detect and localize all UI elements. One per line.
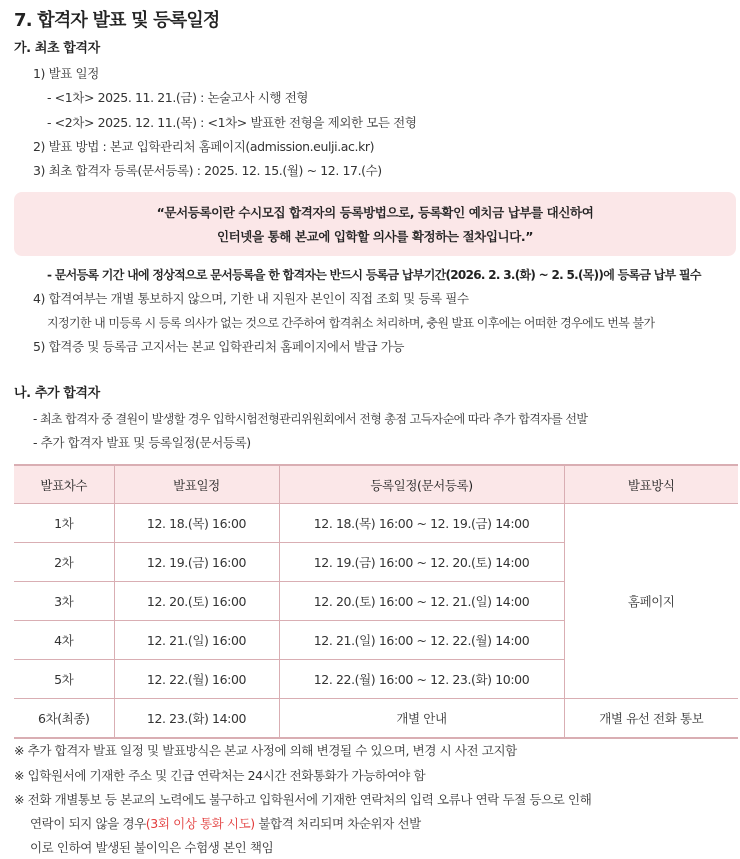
additional-admission-schedule-table: [14, 464, 738, 739]
method-cell-phone: 개별 유선 전화 통보: [564, 699, 738, 739]
round-cell: 2차: [14, 543, 114, 582]
header-announce-method: 발표방식: [564, 465, 738, 504]
section-a-item1-sub2: - <2차> 2025. 12. 11.(목) : <1차> 발표한 전형을 제외한 모든 전형: [47, 115, 417, 130]
round-cell: 1차: [14, 504, 114, 543]
announce-cell: 12. 23.(화) 14:00: [114, 699, 279, 739]
quote-line-2: 인터넷을 통해 본교에 입학할 의사를 확정하는 절차입니다.”: [216, 229, 534, 244]
section-b-line1: - 최초 합격자 중 결원이 발생할 경우 입학시험전형관리위원회에서 전형 총점 고득자순에 따라 추가 합격자를 선발: [33, 412, 588, 426]
section-a-item5: 5) 합격증 및 등록금 고지서는 본교 입학관리처 홈페이지에서 발급 가능: [33, 339, 405, 354]
section-a-item4-line2: 지정기한 내 미등록 시 등록 의사가 없는 것으로 간주하여 합격취소 처리하며, 충원 발표 이후에는 어떠한 경우에도 번복 불가: [47, 316, 655, 330]
announce-cell: 12. 19.(금) 16:00: [114, 543, 279, 582]
section-b-line2: - 추가 합격자 발표 및 등록일정(문서등록): [33, 435, 251, 450]
announce-cell: 12. 18.(목) 16:00: [114, 504, 279, 543]
header-announce-date: 발표일정: [114, 465, 279, 504]
round-cell: 5차: [14, 660, 114, 699]
announce-cell: 12. 20.(토) 16:00: [114, 582, 279, 621]
footnote-3-line2: [30, 815, 421, 833]
section-a-item1-sub1: - <1차> 2025. 11. 21.(금) : 논술고사 시행 전형: [47, 90, 309, 105]
register-cell: 12. 19.(금) 16:00 ~ 12. 20.(토) 14:00: [279, 543, 564, 582]
footnote-1: ※ 추가 합격자 발표 일정 및 발표방식은 본교 사정에 의해 변경될 수 있으며, 변경 시 사전 고지함: [14, 743, 517, 758]
round-cell: 6차(최종): [14, 699, 114, 739]
payment-notice: - 문서등록 기간 내에 정상적으로 문서등록을 한 합격자는 반드시 등록금 납부기간(2026. 2. 3.(화) ~ 2. 5.(목))에 등록금 납부 필수: [47, 268, 701, 282]
footnote-2: ※ 입학원서에 기재한 주소 및 긴급 연락처는 24시간 전화통화가 가능하여야 함: [14, 768, 426, 783]
register-cell: 개별 안내: [279, 699, 564, 739]
register-cell: 12. 18.(목) 16:00 ~ 12. 19.(금) 14:00: [279, 504, 564, 543]
footnote-3-line1: ※ 전화 개별통보 등 본교의 노력에도 불구하고 입학원서에 기재한 연락처의 입력 오류나 연락 두절 등으로 인해: [14, 792, 592, 807]
registration-definition-box: [14, 192, 736, 256]
method-cell-homepage: 홈페이지: [564, 504, 738, 699]
section-a-heading: 가. 최초 합격자: [14, 41, 100, 56]
section-a-item2: 2) 발표 방법 : 본교 입학관리처 홈페이지(admission.eulji.ac.kr): [33, 139, 375, 154]
register-cell: 12. 20.(토) 16:00 ~ 12. 21.(일) 14:00: [279, 582, 564, 621]
section-b-heading: 나. 추가 합격자: [14, 386, 100, 401]
quote-line-1: “문서등록이란 수시모집 합격자의 등록방법으로, 등록확인 예치금 납부를 대신하여: [156, 205, 594, 220]
footnote-3-line3: 이로 인하여 발생된 불이익은 수험생 본인 책임: [30, 840, 274, 855]
footnote-3-highlight: (3회 이상 통화 시도): [145, 816, 255, 831]
register-cell: 12. 21.(일) 16:00 ~ 12. 22.(월) 14:00: [279, 621, 564, 660]
table-row: [14, 504, 738, 543]
round-cell: 4차: [14, 621, 114, 660]
section-a-item1: 1) 발표 일정: [33, 66, 99, 81]
page-title: 7. 합격자 발표 및 등록일정: [14, 10, 220, 31]
section-a-item3: 3) 최초 합격자 등록(문서등록) : 2025. 12. 15.(월) ~ 12. 17.(수): [33, 163, 382, 178]
footnote-3-text-pre: 연락이 되지 않을 경우: [30, 816, 146, 831]
section-a-item4-line1: 4) 합격여부는 개별 통보하지 않으며, 기한 내 지원자 본인이 직접 조회 및 등록 필수: [33, 291, 469, 306]
header-registration-date: 등록일정(문서등록): [279, 465, 564, 504]
round-cell: 3차: [14, 582, 114, 621]
footnote-3-text-post: 불합격 처리되며 차순위자 선발: [254, 816, 421, 831]
table-header-row: [14, 465, 738, 504]
table-row-final: [14, 699, 738, 739]
register-cell: 12. 22.(월) 16:00 ~ 12. 23.(화) 10:00: [279, 660, 564, 699]
header-round: 발표차수: [14, 465, 114, 504]
announce-cell: 12. 22.(월) 16:00: [114, 660, 279, 699]
announce-cell: 12. 21.(일) 16:00: [114, 621, 279, 660]
